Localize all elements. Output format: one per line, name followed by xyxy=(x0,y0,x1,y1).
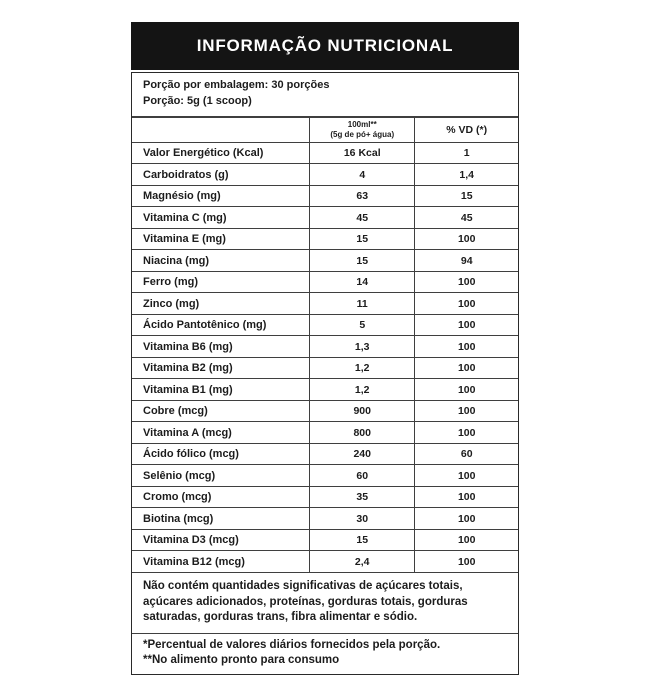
nutrient-vd-percent: 1 xyxy=(415,142,518,164)
nutrient-row xyxy=(132,551,518,573)
nutrient-name: Ácido Pantotênico (mg) xyxy=(132,314,310,336)
nutrient-name: Niacina (mg) xyxy=(132,250,310,272)
nutrient-vd-percent: 94 xyxy=(415,250,518,272)
nutrient-row xyxy=(132,486,518,508)
nutrient-vd-percent: 100 xyxy=(415,400,518,422)
nutrient-name: Zinco (mg) xyxy=(132,293,310,315)
nutrient-row xyxy=(132,164,518,186)
nutrient-name: Vitamina A (mcg) xyxy=(132,422,310,444)
nutrient-vd-percent: 15 xyxy=(415,185,518,207)
nutrient-amount: 15 xyxy=(310,228,415,250)
nutrient-amount: 1,2 xyxy=(310,357,415,379)
nutrient-name: Cromo (mcg) xyxy=(132,486,310,508)
nutrient-name: Vitamina C (mg) xyxy=(132,207,310,229)
nutrient-amount: 15 xyxy=(310,250,415,272)
nutrient-vd-percent: 100 xyxy=(415,379,518,401)
nutrient-amount: 35 xyxy=(310,486,415,508)
nutrient-row xyxy=(132,185,518,207)
nutrient-row xyxy=(132,271,518,293)
nutrient-row xyxy=(132,336,518,358)
nutrient-vd-percent: 100 xyxy=(415,508,518,530)
nutrition-title: INFORMAÇÃO NUTRICIONAL xyxy=(196,36,454,55)
nutrient-row xyxy=(132,357,518,379)
nutrient-name: Vitamina D3 (mcg) xyxy=(132,529,310,551)
nutrient-amount: 2,4 xyxy=(310,551,415,573)
nutrient-vd-percent: 100 xyxy=(415,314,518,336)
nutrient-amount: 4 xyxy=(310,164,415,186)
nutrient-name: Vitamina B6 (mg) xyxy=(132,336,310,358)
nutrient-amount: 16 Kcal xyxy=(310,142,415,164)
nutrient-column-header xyxy=(132,117,310,142)
nutrient-row xyxy=(132,465,518,487)
footnotes xyxy=(132,633,518,674)
nutrient-vd-percent: 100 xyxy=(415,422,518,444)
nutrient-amount: 14 xyxy=(310,271,415,293)
nutrient-row xyxy=(132,529,518,551)
column-header-row xyxy=(132,117,518,142)
nutrient-row xyxy=(132,293,518,315)
vd-column-header: % VD (*) xyxy=(415,117,518,142)
nutrition-label xyxy=(131,22,519,675)
nutrient-vd-percent: 100 xyxy=(415,228,518,250)
nutrient-amount: 30 xyxy=(310,508,415,530)
nutrient-amount: 15 xyxy=(310,529,415,551)
nutrient-vd-percent: 45 xyxy=(415,207,518,229)
nutrient-amount: 240 xyxy=(310,443,415,465)
nutrient-name: Carboidratos (g) xyxy=(132,164,310,186)
nutrient-name: Selênio (mcg) xyxy=(132,465,310,487)
nutrient-vd-percent: 1,4 xyxy=(415,164,518,186)
nutrient-row xyxy=(132,207,518,229)
nutrient-amount: 45 xyxy=(310,207,415,229)
nutrient-vd-percent: 100 xyxy=(415,465,518,487)
nutrient-name: Biotina (mcg) xyxy=(132,508,310,530)
nutrient-name: Vitamina E (mg) xyxy=(132,228,310,250)
nutrient-amount: 1,3 xyxy=(310,336,415,358)
nutrient-vd-percent: 100 xyxy=(415,357,518,379)
serving-info xyxy=(132,73,518,117)
nutrient-name: Vitamina B12 (mcg) xyxy=(132,551,310,573)
nutrient-name: Magnésio (mg) xyxy=(132,185,310,207)
nutrient-amount: 11 xyxy=(310,293,415,315)
nutrient-name: Ferro (mg) xyxy=(132,271,310,293)
nutrient-name: Valor Energético (Kcal) xyxy=(132,142,310,164)
serving-size: Porção: 5g (1 scoop) xyxy=(143,94,252,107)
amount-column-header xyxy=(310,117,415,142)
nutrient-vd-percent: 100 xyxy=(415,271,518,293)
footnote-daily-values: *Percentual de valores diários fornecidos pela porção. xyxy=(143,638,441,651)
nutrient-amount: 63 xyxy=(310,185,415,207)
nutrient-amount: 1,2 xyxy=(310,379,415,401)
nutrient-name: Vitamina B2 (mg) xyxy=(132,357,310,379)
nutrient-name: Ácido fólico (mcg) xyxy=(132,443,310,465)
amount-header-line1: 100ml** xyxy=(347,119,377,129)
nutrition-table-box xyxy=(131,72,519,675)
nutrient-amount: 60 xyxy=(310,465,415,487)
nutrient-vd-percent: 100 xyxy=(415,529,518,551)
nutrient-name: Vitamina B1 (mg) xyxy=(132,379,310,401)
nutrient-vd-percent: 100 xyxy=(415,293,518,315)
servings-per-package: Porção por embalagem: 30 porções xyxy=(143,79,330,91)
nutrient-vd-percent: 100 xyxy=(415,551,518,573)
nutrient-vd-percent: 100 xyxy=(415,336,518,358)
nutrition-table xyxy=(132,117,518,573)
nutrient-amount: 5 xyxy=(310,314,415,336)
nutrient-row xyxy=(132,400,518,422)
nutrient-amount: 800 xyxy=(310,422,415,444)
nutrient-row xyxy=(132,250,518,272)
nutrient-row xyxy=(132,314,518,336)
nutrient-row xyxy=(132,443,518,465)
nutrient-row xyxy=(132,422,518,444)
no-significant-amounts-note: Não contém quantidades significativas de açúcares totais, açúcares adicionados, proteínas, gorduras totais, gorduras saturadas, gorduras trans, fibra alimentar e sódio. xyxy=(132,572,518,633)
nutrient-vd-percent: 60 xyxy=(415,443,518,465)
nutrient-vd-percent: 100 xyxy=(415,486,518,508)
nutrition-title-bar xyxy=(131,22,519,70)
nutrient-amount: 900 xyxy=(310,400,415,422)
nutrient-row xyxy=(132,379,518,401)
nutrient-row xyxy=(132,142,518,164)
footnote-ready-to-eat: **No alimento pronto para consumo xyxy=(143,654,340,667)
nutrient-row xyxy=(132,508,518,530)
nutrient-row xyxy=(132,228,518,250)
nutrient-rows xyxy=(132,142,518,572)
amount-header-line2: (5g de pó+ água) xyxy=(330,129,395,139)
nutrient-name: Cobre (mcg) xyxy=(132,400,310,422)
